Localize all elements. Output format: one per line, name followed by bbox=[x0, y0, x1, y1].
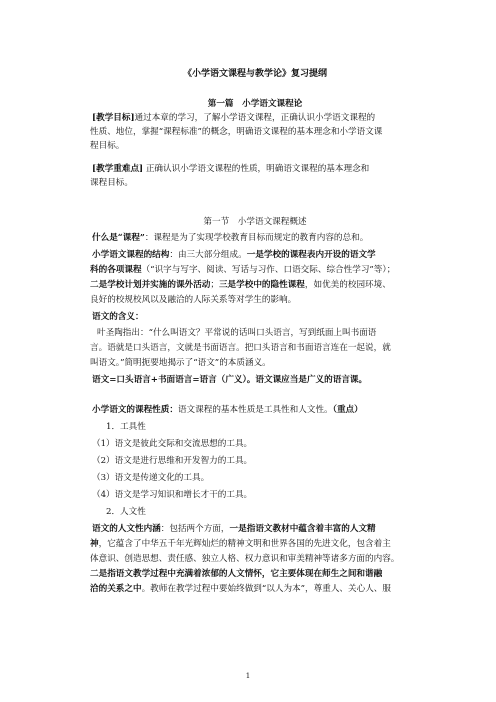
course-def-label: 什么是“课程” bbox=[92, 233, 145, 243]
goal-text-1: 通过本章的学习，了解小学语文课程，正确认识小学语文课程的 bbox=[134, 113, 376, 123]
goal-line-3: 程目标。 bbox=[90, 141, 125, 151]
course-def-text: ：课程是为了实现学校教育目标而规定的教育内容的总和。 bbox=[144, 233, 369, 243]
goal-line-2: 性质、地位，掌握“课程标准”的概念，明确语文课程的基本理念和小学语文课 bbox=[90, 127, 383, 137]
structure-bold-1: 小学语文课程的结构 bbox=[92, 250, 170, 260]
tool-heading: 1．工具性 bbox=[106, 422, 146, 432]
structure-bold-4: 二是学校计划并实施的课外活动 bbox=[90, 280, 211, 290]
tool-item-2: （2）语文是进行思维和开发智力的工具。 bbox=[92, 456, 253, 466]
structure-line-4: 良好的校规校风以及融洽的人际关系等对学生的影响。 bbox=[90, 295, 297, 305]
part-heading: 第一篇 小学语文课程论 bbox=[207, 99, 303, 109]
keypoints-line-2: 课程目标。 bbox=[90, 178, 133, 188]
human-line-3: 体意识、创造思想、责任感、独立人格、权力意识和审美精神等诸多方面的内容。 bbox=[90, 554, 400, 564]
document-title: 《小学语文课程与教学论》复习提纲 bbox=[182, 69, 327, 79]
structure-line-1 bbox=[92, 249, 422, 261]
structure-bold-2: 一是学校的课程表内开设的语文学 bbox=[246, 250, 376, 260]
nature-text: 语文课程的基本性质是工具性和人文性。 bbox=[177, 405, 333, 415]
course-definition bbox=[92, 232, 422, 244]
tool-item-3: （3）语文是传递文化的工具。 bbox=[92, 473, 210, 483]
structure-line-2 bbox=[90, 264, 420, 276]
human-line-4: 二是指语文教学过程中充满着浓郁的人文情怀，它主要体现在师生之间和谐融 bbox=[90, 569, 383, 579]
goal-label: [教学目标] bbox=[92, 113, 135, 123]
human-heading: 2．人文性 bbox=[106, 507, 146, 517]
human-text-2: ，它蕴含了中华五千年光辉灿烂的精神文明和世界各国的先进文化，包含着主 bbox=[98, 539, 391, 549]
structure-line-3 bbox=[90, 279, 420, 291]
keypoints-text-1: 正确认识小学语文课程的性质，明确语文课程的基本理念和 bbox=[143, 164, 370, 174]
meaning-line-1: 叶圣陶指出：“什么叫语文？平常说的话叫口头语言，写到纸面上叫书面语 bbox=[97, 328, 377, 338]
nature-label: 小学语文的课程性质： bbox=[92, 405, 178, 415]
human-bold-2: 一是指语文教材中蕴含着丰富的人文精 bbox=[229, 524, 376, 534]
goal-line-1 bbox=[92, 112, 422, 124]
meaning-heading: 语文的含义： bbox=[92, 312, 144, 322]
human-line-5 bbox=[90, 583, 420, 595]
structure-text-2: （“识字与写字、阅读、写话与习作、口语交际、综合性学习”等）； bbox=[141, 265, 396, 275]
meaning-line-3: 叫语文。”简明扼要地揭示了“语文”的本质涵义。 bbox=[90, 358, 271, 368]
keypoints-label: [教学重难点] bbox=[92, 164, 144, 174]
human-text-3: 。教师在教学过程中要始终做到“以人为本”，尊重人、关心人、服 bbox=[141, 584, 391, 594]
language-formula: 语文=口头语言+书面语言=语言（广义）。语文课应当是广义的语言课。 bbox=[92, 375, 368, 385]
structure-bold-5: 三是学校中的隐性课程 bbox=[218, 280, 305, 290]
human-bold-1: 语文的人文性内涵 bbox=[92, 524, 161, 534]
structure-bold-3: 科的各项课程 bbox=[90, 265, 142, 275]
tool-item-4: （4）语文是学习知识和增长才干的工具。 bbox=[92, 490, 253, 500]
tool-item-1: （1）语文是彼此交际和交流思想的工具。 bbox=[92, 439, 253, 449]
structure-text-4: ，如优美的校园环境、 bbox=[304, 280, 391, 290]
page-number: 1 bbox=[245, 672, 251, 680]
nature-key-mark: （重点） bbox=[332, 405, 363, 415]
meaning-line-2: 言。语就是口头语言，文就是书面语言。把口头语言和书面语言连在一起说，就 bbox=[90, 343, 391, 353]
human-bold-3: 神 bbox=[90, 539, 99, 549]
human-line-2 bbox=[90, 538, 420, 550]
structure-text-1: ：由三大部分组成。 bbox=[169, 250, 247, 260]
human-bold-4: 洽的关系之中 bbox=[90, 584, 142, 594]
human-line-1 bbox=[92, 523, 422, 535]
structure-text-3: ； bbox=[210, 280, 219, 290]
section-heading: 第一节 小学语文课程概述 bbox=[203, 217, 307, 227]
course-nature bbox=[92, 404, 422, 416]
human-text-1: ：包括两个方面， bbox=[160, 524, 230, 534]
keypoints-line-1 bbox=[92, 163, 422, 175]
